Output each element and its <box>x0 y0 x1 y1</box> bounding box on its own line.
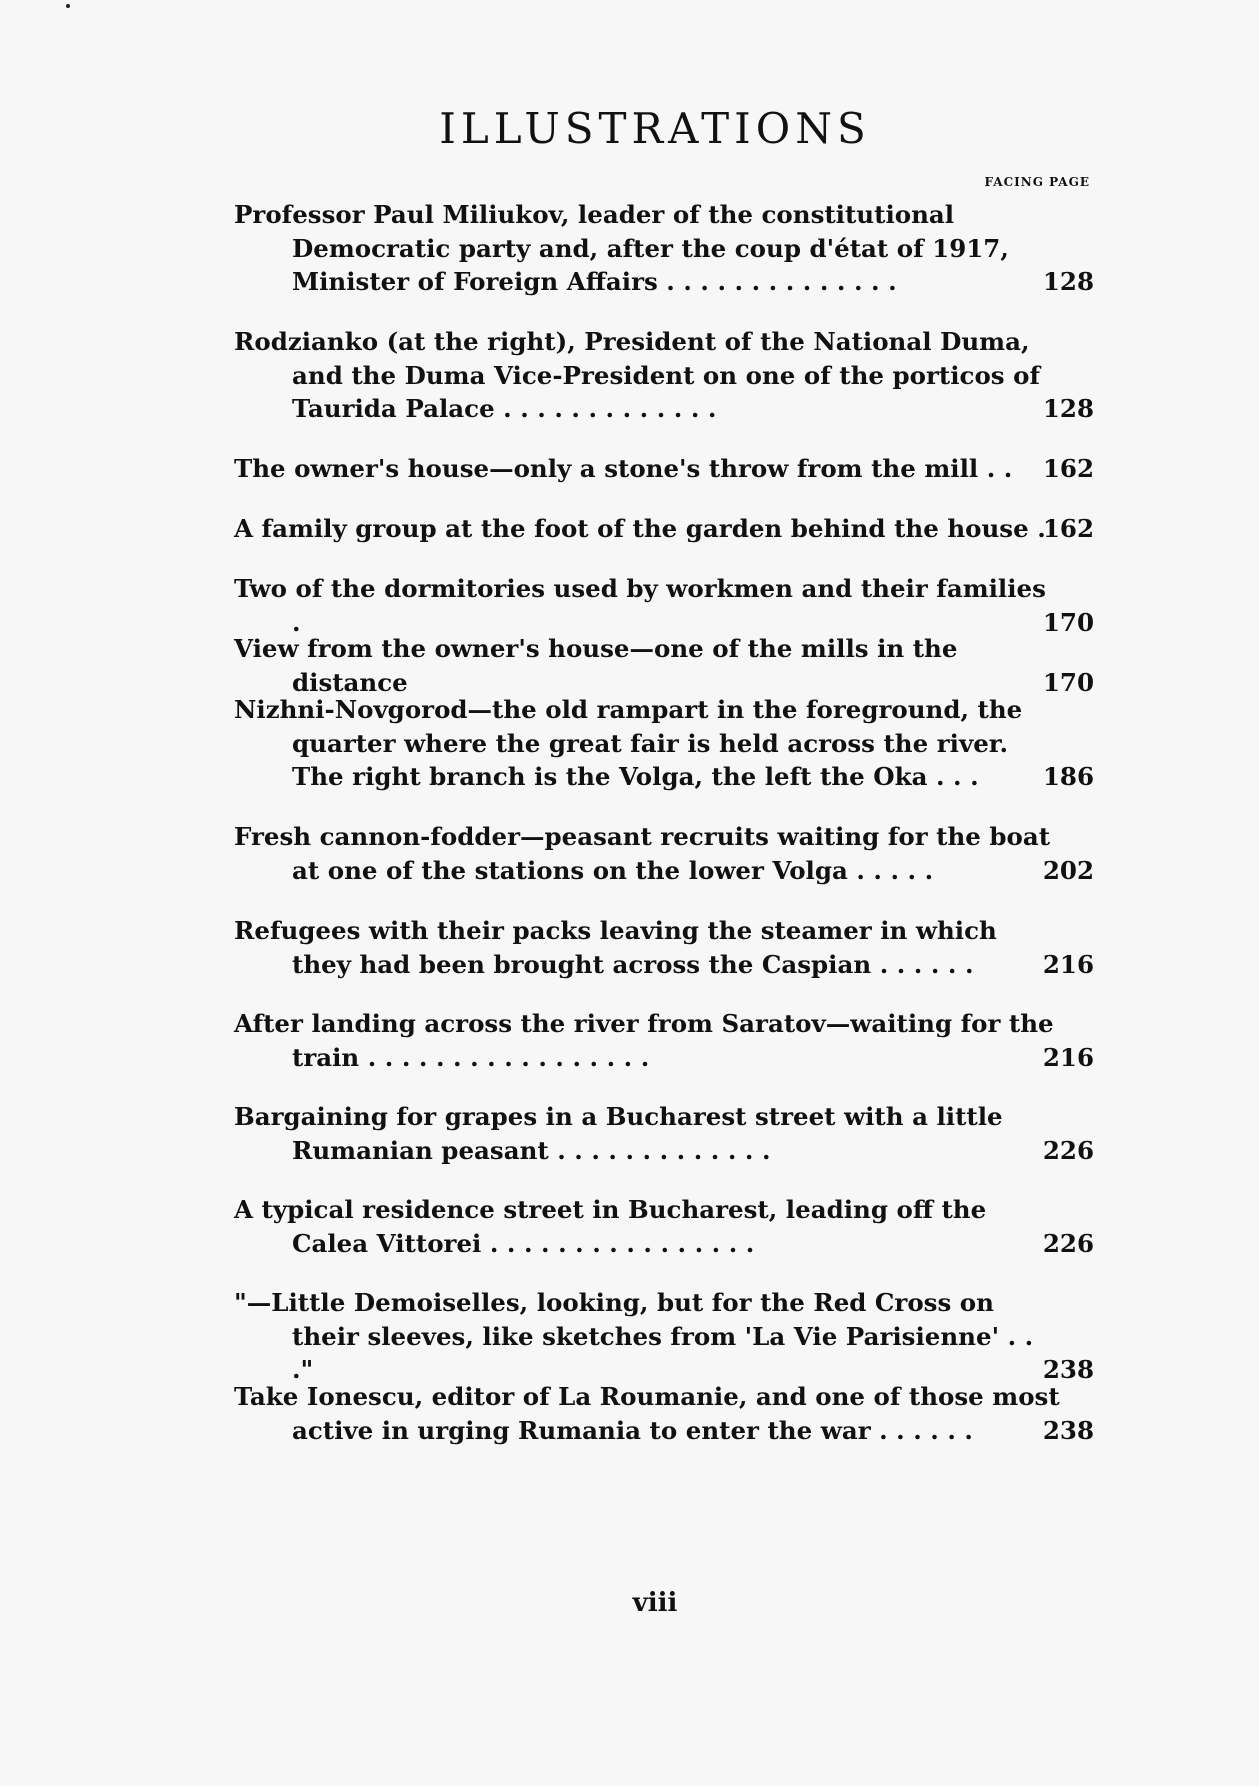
illustration-caption: Two of the dormitories used by workmen and their families . <box>234 574 1046 637</box>
illustration-page-number: 202 <box>1042 855 1094 885</box>
scan-speck <box>66 4 70 8</box>
illustration-entry <box>234 632 1094 699</box>
illustration-entry <box>234 1007 1094 1074</box>
illustration-page-number: 170 <box>1042 607 1094 637</box>
illustration-entry <box>234 325 1094 426</box>
illustration-caption: Refugees with their packs leaving the steamer in which they had been brought across the Caspian . . . . . . <box>234 916 997 979</box>
illustration-entry <box>234 512 1094 546</box>
illustration-caption: The owner's house—only a stone's throw from the mill . . <box>234 454 1013 483</box>
illustration-page-number: 238 <box>1042 1415 1094 1445</box>
illustration-entry <box>234 1193 1094 1260</box>
illustration-entry <box>234 1286 1094 1387</box>
illustration-page-number: 162 <box>1042 514 1094 543</box>
illustration-caption: A family group at the foot of the garden behind the house . <box>234 514 1046 543</box>
illustration-page-number: 216 <box>1042 949 1094 979</box>
illustration-page-number: 162 <box>1042 454 1094 483</box>
page-number-folio: viii <box>632 1588 678 1618</box>
illustration-entry <box>234 693 1094 794</box>
illustration-page-number: 128 <box>1042 267 1094 296</box>
illustration-entry <box>234 452 1094 486</box>
illustration-caption: Take Ionescu, editor of La Roumanie, and one of those most active in urging Rumania to enter the war . . . . . . <box>234 1382 1060 1445</box>
illustration-page-number: 186 <box>1042 762 1094 791</box>
illustration-caption: Rodzianko (at the right), President of the National Duma, and the Duma Vice-President on one of the porticos of Taurida Palace . . . . . . . . . . . . . <box>234 327 1041 423</box>
illustration-caption: Nizhni-Novgorod—the old rampart in the foreground, the quarter where the great fair is held across the river. The right branch is the Volga, the left the Oka . . . <box>234 695 1023 791</box>
illustration-caption: View from the owner's house—one of the mills in the distance <box>234 634 958 697</box>
illustration-page-number: 226 <box>1042 1228 1094 1258</box>
page-heading: ILLUSTRATIONS <box>439 104 871 153</box>
illustration-caption: Professor Paul Miliukov, leader of the constitutional Democratic party and, after the coup d'état of 1917, Minister of Foreign Affairs . . . . . . . . . . . . . . <box>234 200 1009 296</box>
illustration-entry <box>234 820 1094 887</box>
illustration-entry <box>234 1100 1094 1167</box>
facing-page-column-label: FACING PAGE <box>984 175 1090 189</box>
illustration-page-number: 226 <box>1042 1135 1094 1165</box>
illustration-caption: Fresh cannon-fodder—peasant recruits waiting for the boat at one of the stations on the lower Volga . . . . . <box>234 822 1051 885</box>
illustration-page-number: 128 <box>1042 394 1094 423</box>
illustration-caption: A typical residence street in Bucharest, leading off the Calea Vittorei . . . . . . . . . . . . . . . . <box>234 1195 987 1258</box>
illustration-entry <box>234 914 1094 981</box>
illustration-entry <box>234 1380 1094 1447</box>
illustration-page-number: 238 <box>1042 1355 1094 1384</box>
illustration-page-number: 216 <box>1042 1042 1094 1072</box>
illustration-caption: After landing across the river from Saratov—waiting for the train . . . . . . . . . . . . . . . . . <box>234 1009 1054 1072</box>
illustration-caption: "—Little Demoiselles, looking, but for the Red Cross on their sleeves, like sketches from 'La Vie Parisienne' . . ." <box>234 1288 1034 1384</box>
illustration-caption: Bargaining for grapes in a Bucharest street with a little Rumanian peasant . . . . . . . . . . . . . <box>234 1102 1003 1165</box>
illustration-page-number: 170 <box>1042 667 1094 697</box>
illustration-entry <box>234 198 1094 299</box>
illustration-entry <box>234 572 1094 639</box>
